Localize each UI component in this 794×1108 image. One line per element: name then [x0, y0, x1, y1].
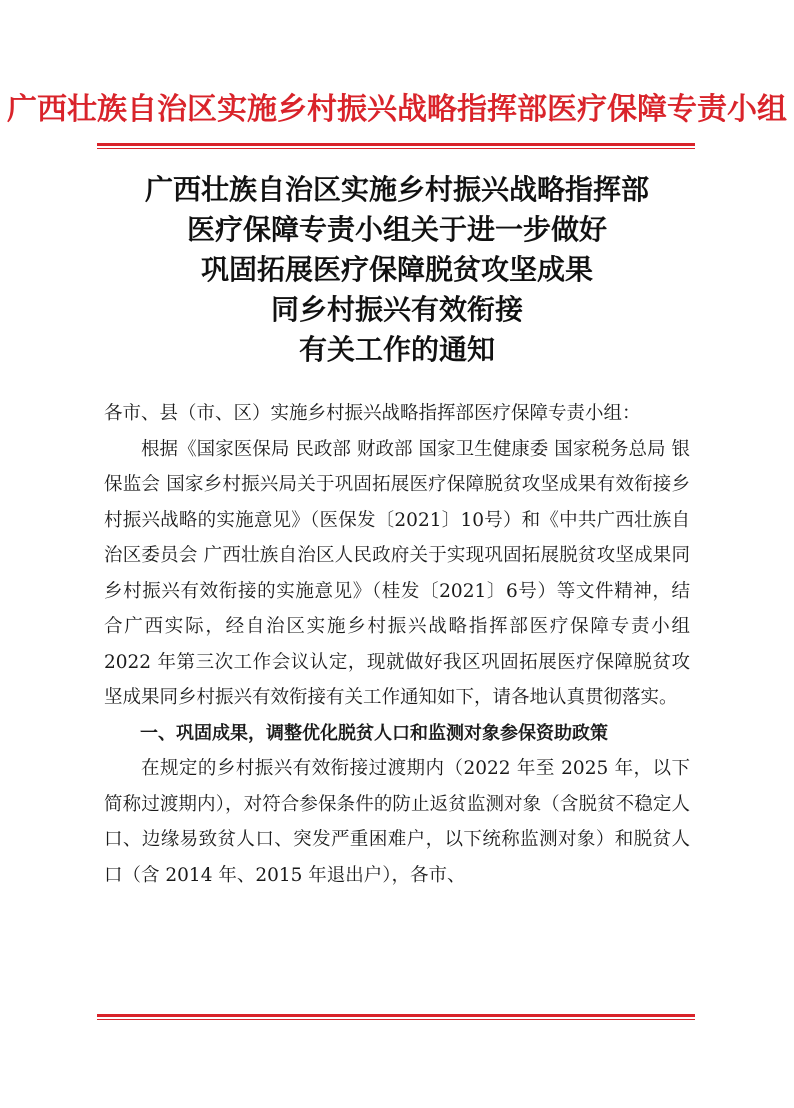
- body-paragraph-2: 在规定的乡村振兴有效衔接过渡期内（2022 年至 2025 年，以下简称过渡期内），对符合参保条件的防止返贫监测对象（含脱贫不稳定人口、边缘易致贫人口、突发严重困难户，以下统称监测对象）和脱贫人口（含 2014 年、2015 年退出户），各市、: [104, 758, 690, 886]
- salutation: 各市、县（市、区）实施乡村振兴战略指挥部医疗保障专责小组：: [104, 403, 641, 424]
- footer-red-rule-thin: [97, 1019, 695, 1020]
- title-line-5: 有关工作的通知: [298, 333, 495, 366]
- title-line-2: 医疗保障专责小组关于进一步做好: [186, 213, 607, 246]
- masthead-red-rule-thin: [97, 148, 695, 149]
- title-line-4: 同乡村振兴有效衔接: [270, 293, 523, 326]
- document-title: [0, 170, 794, 370]
- document-body: [104, 396, 690, 893]
- body-paragraph-1: 根据《国家医保局 民政部 财政部 国家卫生健康委 国家税务总局 银保监会 国家乡村振兴局关于巩固拓展医疗保障脱贫攻坚成果有效衔接乡村振兴战略的实施意见》（医保发〔2021〕10号）和《中共广西壮族自治区委员会 广西壮族自治区人民政府关于实现巩固拓展脱贫攻坚成果同乡村振兴有效衔接的实施意见》（桂发〔2021〕6号）等文件精神，结合广西实际，经自治区实施乡村振兴战略指挥部医疗保障专责小组 2022 年第三次工作会议认定，现就做好我区巩固拓展医疗保障脱贫攻坚成果同乡村振兴有效衔接有关工作通知如下，请各地认真贯彻落实。: [104, 438, 690, 708]
- footer-red-rule-thick: [97, 1014, 695, 1017]
- title-line-1: 广西壮族自治区实施乡村振兴战略指挥部: [144, 173, 649, 206]
- issuing-organization-masthead: 广西壮族自治区实施乡村振兴战略指挥部医疗保障专责小组: [7, 92, 787, 127]
- masthead-red-rule-thick: [97, 143, 695, 146]
- title-line-3: 巩固拓展医疗保障脱贫攻坚成果: [200, 253, 593, 286]
- section-1-heading: 一、巩固成果，调整优化脱贫人口和监测对象参保资助政策: [140, 722, 608, 744]
